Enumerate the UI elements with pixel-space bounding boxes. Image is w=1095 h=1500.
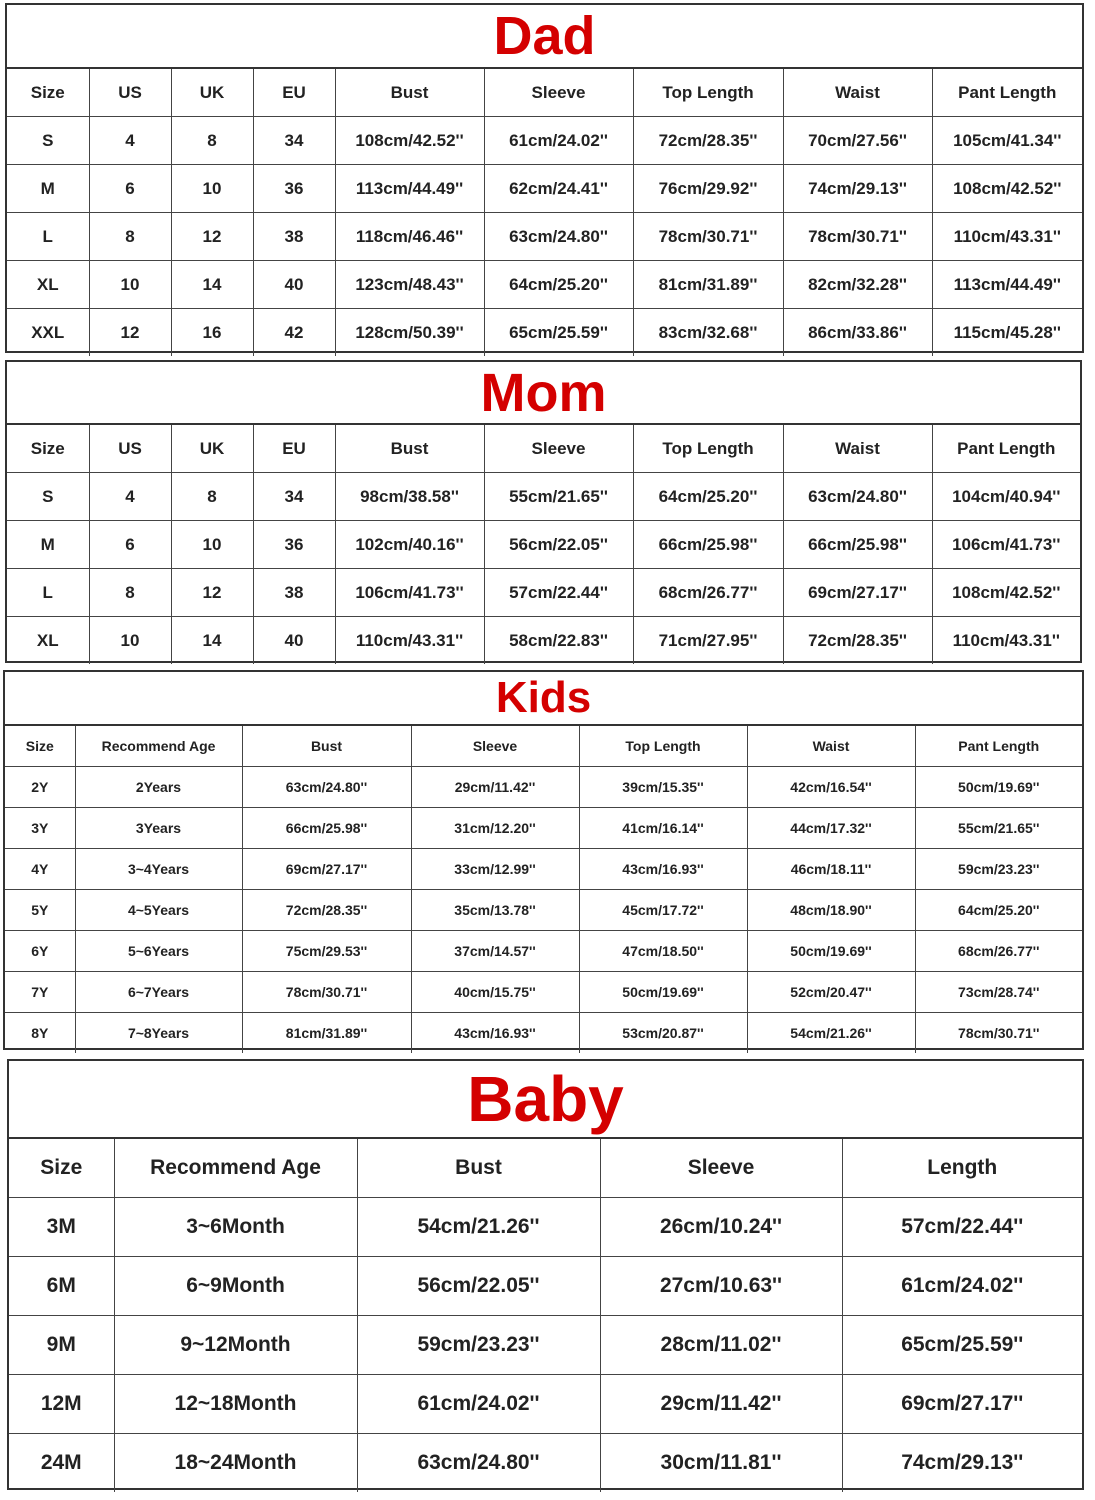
table-cell: 10 bbox=[89, 617, 171, 665]
column-header: Bust bbox=[242, 726, 411, 767]
table-cell: 74cm/29.13'' bbox=[783, 165, 932, 213]
kids-table bbox=[5, 726, 1082, 1053]
table-row bbox=[5, 808, 1082, 849]
table-cell: 110cm/43.31'' bbox=[932, 617, 1080, 665]
mom-table bbox=[7, 425, 1080, 664]
table-row bbox=[9, 1434, 1082, 1493]
table-cell: 52cm/20.47'' bbox=[747, 972, 915, 1013]
column-header: Bust bbox=[335, 69, 484, 117]
table-cell: 3M bbox=[9, 1198, 114, 1257]
table-cell: 6~7Years bbox=[75, 972, 242, 1013]
column-header: Bust bbox=[357, 1139, 600, 1198]
table-cell: 12 bbox=[89, 309, 171, 357]
table-cell: 9~12Month bbox=[114, 1316, 357, 1375]
table-cell: 50cm/19.69'' bbox=[579, 972, 747, 1013]
table-cell: 69cm/27.17'' bbox=[242, 849, 411, 890]
column-header: Recommend Age bbox=[114, 1139, 357, 1198]
table-row bbox=[9, 1316, 1082, 1375]
table-cell: 110cm/43.31'' bbox=[932, 213, 1082, 261]
table-cell: 8Y bbox=[5, 1013, 75, 1054]
table-row bbox=[7, 521, 1080, 569]
column-header: Waist bbox=[783, 69, 932, 117]
table-cell: 106cm/41.73'' bbox=[932, 521, 1080, 569]
table-cell: 31cm/12.20'' bbox=[411, 808, 579, 849]
table-cell: 53cm/20.87'' bbox=[579, 1013, 747, 1054]
table-cell: 16 bbox=[171, 309, 253, 357]
column-header: UK bbox=[171, 69, 253, 117]
column-header: Size bbox=[9, 1139, 114, 1198]
table-cell: 10 bbox=[171, 521, 253, 569]
table-cell: 43cm/16.93'' bbox=[411, 1013, 579, 1054]
table-cell: 29cm/11.42'' bbox=[600, 1375, 842, 1434]
table-cell: 8 bbox=[89, 213, 171, 261]
table-cell: 72cm/28.35'' bbox=[633, 117, 783, 165]
table-row bbox=[7, 569, 1080, 617]
table-row bbox=[9, 1257, 1082, 1316]
table-cell: 27cm/10.63'' bbox=[600, 1257, 842, 1316]
table-cell: 44cm/17.32'' bbox=[747, 808, 915, 849]
table-cell: 3Years bbox=[75, 808, 242, 849]
table-row bbox=[5, 972, 1082, 1013]
table-cell: 38 bbox=[253, 569, 335, 617]
table-cell: 102cm/40.16'' bbox=[335, 521, 484, 569]
table-cell: 55cm/21.65'' bbox=[915, 808, 1082, 849]
column-header: Waist bbox=[783, 425, 932, 473]
column-header: Sleeve bbox=[484, 69, 633, 117]
header-row bbox=[7, 425, 1080, 473]
table-cell: XL bbox=[7, 261, 89, 309]
table-cell: 55cm/21.65'' bbox=[484, 473, 633, 521]
table-row bbox=[5, 849, 1082, 890]
table-cell: 56cm/22.05'' bbox=[484, 521, 633, 569]
table-row bbox=[7, 165, 1082, 213]
table-cell: 4 bbox=[89, 117, 171, 165]
table-cell: 72cm/28.35'' bbox=[783, 617, 932, 665]
table-cell: 59cm/23.23'' bbox=[357, 1316, 600, 1375]
table-cell: 56cm/22.05'' bbox=[357, 1257, 600, 1316]
table-cell: M bbox=[7, 521, 89, 569]
table-cell: 12M bbox=[9, 1375, 114, 1434]
table-cell: 46cm/18.11'' bbox=[747, 849, 915, 890]
table-cell: 9M bbox=[9, 1316, 114, 1375]
column-header: Size bbox=[5, 726, 75, 767]
table-cell: 42 bbox=[253, 309, 335, 357]
table-cell: 64cm/25.20'' bbox=[915, 890, 1082, 931]
table-cell: 68cm/26.77'' bbox=[633, 569, 783, 617]
table-cell: 115cm/45.28'' bbox=[932, 309, 1082, 357]
table-cell: 70cm/27.56'' bbox=[783, 117, 932, 165]
table-cell: 58cm/22.83'' bbox=[484, 617, 633, 665]
table-cell: 14 bbox=[171, 261, 253, 309]
table-cell: 14 bbox=[171, 617, 253, 665]
table-cell: 24M bbox=[9, 1434, 114, 1493]
table-cell: 8 bbox=[171, 473, 253, 521]
column-header: Waist bbox=[747, 726, 915, 767]
table-cell: 106cm/41.73'' bbox=[335, 569, 484, 617]
column-header: Top Length bbox=[579, 726, 747, 767]
column-header: Top Length bbox=[633, 425, 783, 473]
table-cell: 48cm/18.90'' bbox=[747, 890, 915, 931]
table-cell: S bbox=[7, 117, 89, 165]
table-cell: 4 bbox=[89, 473, 171, 521]
table-cell: 12 bbox=[171, 213, 253, 261]
table-cell: 98cm/38.58'' bbox=[335, 473, 484, 521]
table-cell: 63cm/24.80'' bbox=[242, 767, 411, 808]
table-cell: 65cm/25.59'' bbox=[484, 309, 633, 357]
table-cell: 3Y bbox=[5, 808, 75, 849]
table-cell: 28cm/11.02'' bbox=[600, 1316, 842, 1375]
table-row bbox=[7, 213, 1082, 261]
table-cell: 39cm/15.35'' bbox=[579, 767, 747, 808]
table-cell: 82cm/32.28'' bbox=[783, 261, 932, 309]
table-cell: 29cm/11.42'' bbox=[411, 767, 579, 808]
column-header: Length bbox=[842, 1139, 1082, 1198]
column-header: US bbox=[89, 425, 171, 473]
column-header: Top Length bbox=[633, 69, 783, 117]
table-cell: 2Y bbox=[5, 767, 75, 808]
baby-title: Baby bbox=[9, 1061, 1082, 1139]
table-cell: 3~4Years bbox=[75, 849, 242, 890]
table-cell: 63cm/24.80'' bbox=[484, 213, 633, 261]
table-cell: 34 bbox=[253, 473, 335, 521]
table-cell: 18~24Month bbox=[114, 1434, 357, 1493]
column-header: Bust bbox=[335, 425, 484, 473]
table-cell: L bbox=[7, 569, 89, 617]
table-cell: 36 bbox=[253, 165, 335, 213]
table-cell: 26cm/10.24'' bbox=[600, 1198, 842, 1257]
table-cell: 5Y bbox=[5, 890, 75, 931]
table-cell: 76cm/29.92'' bbox=[633, 165, 783, 213]
mom-size-chart bbox=[5, 360, 1082, 663]
table-cell: 30cm/11.81'' bbox=[600, 1434, 842, 1493]
table-cell: 6~9Month bbox=[114, 1257, 357, 1316]
column-header: Pant Length bbox=[915, 726, 1082, 767]
table-row bbox=[9, 1198, 1082, 1257]
table-cell: 7Y bbox=[5, 972, 75, 1013]
column-header: Size bbox=[7, 69, 89, 117]
table-row bbox=[7, 617, 1080, 665]
table-cell: 61cm/24.02'' bbox=[357, 1375, 600, 1434]
table-cell: 78cm/30.71'' bbox=[633, 213, 783, 261]
table-cell: 75cm/29.53'' bbox=[242, 931, 411, 972]
table-cell: 4Y bbox=[5, 849, 75, 890]
table-cell: 3~6Month bbox=[114, 1198, 357, 1257]
table-cell: 72cm/28.35'' bbox=[242, 890, 411, 931]
table-cell: 7~8Years bbox=[75, 1013, 242, 1054]
table-cell: 8 bbox=[89, 569, 171, 617]
table-cell: 113cm/44.49'' bbox=[335, 165, 484, 213]
table-cell: 81cm/31.89'' bbox=[242, 1013, 411, 1054]
table-cell: 105cm/41.34'' bbox=[932, 117, 1082, 165]
table-cell: 2Years bbox=[75, 767, 242, 808]
table-cell: 66cm/25.98'' bbox=[783, 521, 932, 569]
table-cell: 64cm/25.20'' bbox=[484, 261, 633, 309]
table-cell: 62cm/24.41'' bbox=[484, 165, 633, 213]
table-row bbox=[5, 931, 1082, 972]
table-cell: XXL bbox=[7, 309, 89, 357]
table-cell: 118cm/46.46'' bbox=[335, 213, 484, 261]
table-row bbox=[7, 117, 1082, 165]
column-header: Pant Length bbox=[932, 425, 1080, 473]
column-header: Recommend Age bbox=[75, 726, 242, 767]
dad-title: Dad bbox=[7, 5, 1082, 69]
table-cell: 69cm/27.17'' bbox=[783, 569, 932, 617]
column-header: Sleeve bbox=[411, 726, 579, 767]
table-cell: 10 bbox=[171, 165, 253, 213]
table-cell: 69cm/27.17'' bbox=[842, 1375, 1082, 1434]
table-cell: 50cm/19.69'' bbox=[915, 767, 1082, 808]
table-cell: 110cm/43.31'' bbox=[335, 617, 484, 665]
table-cell: 64cm/25.20'' bbox=[633, 473, 783, 521]
baby-size-chart bbox=[7, 1059, 1084, 1490]
table-cell: 74cm/29.13'' bbox=[842, 1434, 1082, 1493]
table-cell: 40 bbox=[253, 261, 335, 309]
table-cell: 40 bbox=[253, 617, 335, 665]
dad-table bbox=[7, 69, 1082, 356]
table-cell: 123cm/48.43'' bbox=[335, 261, 484, 309]
table-cell: 4~5Years bbox=[75, 890, 242, 931]
table-cell: XL bbox=[7, 617, 89, 665]
table-cell: 6 bbox=[89, 521, 171, 569]
table-cell: 63cm/24.80'' bbox=[357, 1434, 600, 1493]
table-cell: 68cm/26.77'' bbox=[915, 931, 1082, 972]
table-cell: 108cm/42.52'' bbox=[932, 569, 1080, 617]
table-cell: 63cm/24.80'' bbox=[783, 473, 932, 521]
table-cell: 6 bbox=[89, 165, 171, 213]
mom-title: Mom bbox=[7, 362, 1080, 425]
table-cell: 35cm/13.78'' bbox=[411, 890, 579, 931]
header-row bbox=[7, 69, 1082, 117]
table-row bbox=[5, 767, 1082, 808]
table-cell: 59cm/23.23'' bbox=[915, 849, 1082, 890]
column-header: Pant Length bbox=[932, 69, 1082, 117]
column-header: Size bbox=[7, 425, 89, 473]
table-cell: 41cm/16.14'' bbox=[579, 808, 747, 849]
table-cell: 8 bbox=[171, 117, 253, 165]
table-cell: 66cm/25.98'' bbox=[633, 521, 783, 569]
table-row bbox=[9, 1375, 1082, 1434]
table-cell: 128cm/50.39'' bbox=[335, 309, 484, 357]
kids-size-chart bbox=[3, 670, 1084, 1050]
table-cell: 6M bbox=[9, 1257, 114, 1316]
table-cell: 54cm/21.26'' bbox=[747, 1013, 915, 1054]
table-cell: 34 bbox=[253, 117, 335, 165]
table-cell: 108cm/42.52'' bbox=[335, 117, 484, 165]
table-cell: 54cm/21.26'' bbox=[357, 1198, 600, 1257]
table-cell: 10 bbox=[89, 261, 171, 309]
table-cell: 66cm/25.98'' bbox=[242, 808, 411, 849]
kids-title: Kids bbox=[5, 672, 1082, 726]
table-cell: 61cm/24.02'' bbox=[484, 117, 633, 165]
column-header: EU bbox=[253, 69, 335, 117]
header-row bbox=[5, 726, 1082, 767]
table-cell: 86cm/33.86'' bbox=[783, 309, 932, 357]
table-cell: S bbox=[7, 473, 89, 521]
column-header: Sleeve bbox=[484, 425, 633, 473]
table-row bbox=[7, 309, 1082, 357]
table-cell: L bbox=[7, 213, 89, 261]
table-cell: 78cm/30.71'' bbox=[242, 972, 411, 1013]
table-cell: 73cm/28.74'' bbox=[915, 972, 1082, 1013]
table-row bbox=[5, 1013, 1082, 1054]
table-cell: 33cm/12.99'' bbox=[411, 849, 579, 890]
table-cell: 6Y bbox=[5, 931, 75, 972]
table-cell: 38 bbox=[253, 213, 335, 261]
table-cell: 78cm/30.71'' bbox=[915, 1013, 1082, 1054]
table-cell: 45cm/17.72'' bbox=[579, 890, 747, 931]
table-cell: 57cm/22.44'' bbox=[484, 569, 633, 617]
table-cell: 113cm/44.49'' bbox=[932, 261, 1082, 309]
table-cell: 50cm/19.69'' bbox=[747, 931, 915, 972]
table-cell: 71cm/27.95'' bbox=[633, 617, 783, 665]
table-cell: 43cm/16.93'' bbox=[579, 849, 747, 890]
column-header: EU bbox=[253, 425, 335, 473]
baby-table bbox=[9, 1139, 1082, 1492]
table-cell: M bbox=[7, 165, 89, 213]
table-cell: 108cm/42.52'' bbox=[932, 165, 1082, 213]
table-cell: 47cm/18.50'' bbox=[579, 931, 747, 972]
table-cell: 83cm/32.68'' bbox=[633, 309, 783, 357]
table-cell: 104cm/40.94'' bbox=[932, 473, 1080, 521]
table-cell: 81cm/31.89'' bbox=[633, 261, 783, 309]
column-header: US bbox=[89, 69, 171, 117]
table-row bbox=[5, 890, 1082, 931]
table-cell: 36 bbox=[253, 521, 335, 569]
column-header: Sleeve bbox=[600, 1139, 842, 1198]
table-cell: 12 bbox=[171, 569, 253, 617]
dad-size-chart bbox=[5, 3, 1084, 353]
table-cell: 42cm/16.54'' bbox=[747, 767, 915, 808]
table-cell: 78cm/30.71'' bbox=[783, 213, 932, 261]
column-header: UK bbox=[171, 425, 253, 473]
table-cell: 61cm/24.02'' bbox=[842, 1257, 1082, 1316]
header-row bbox=[9, 1139, 1082, 1198]
table-cell: 65cm/25.59'' bbox=[842, 1316, 1082, 1375]
table-cell: 57cm/22.44'' bbox=[842, 1198, 1082, 1257]
table-cell: 37cm/14.57'' bbox=[411, 931, 579, 972]
table-row bbox=[7, 473, 1080, 521]
table-cell: 12~18Month bbox=[114, 1375, 357, 1434]
table-cell: 5~6Years bbox=[75, 931, 242, 972]
table-cell: 40cm/15.75'' bbox=[411, 972, 579, 1013]
table-row bbox=[7, 261, 1082, 309]
